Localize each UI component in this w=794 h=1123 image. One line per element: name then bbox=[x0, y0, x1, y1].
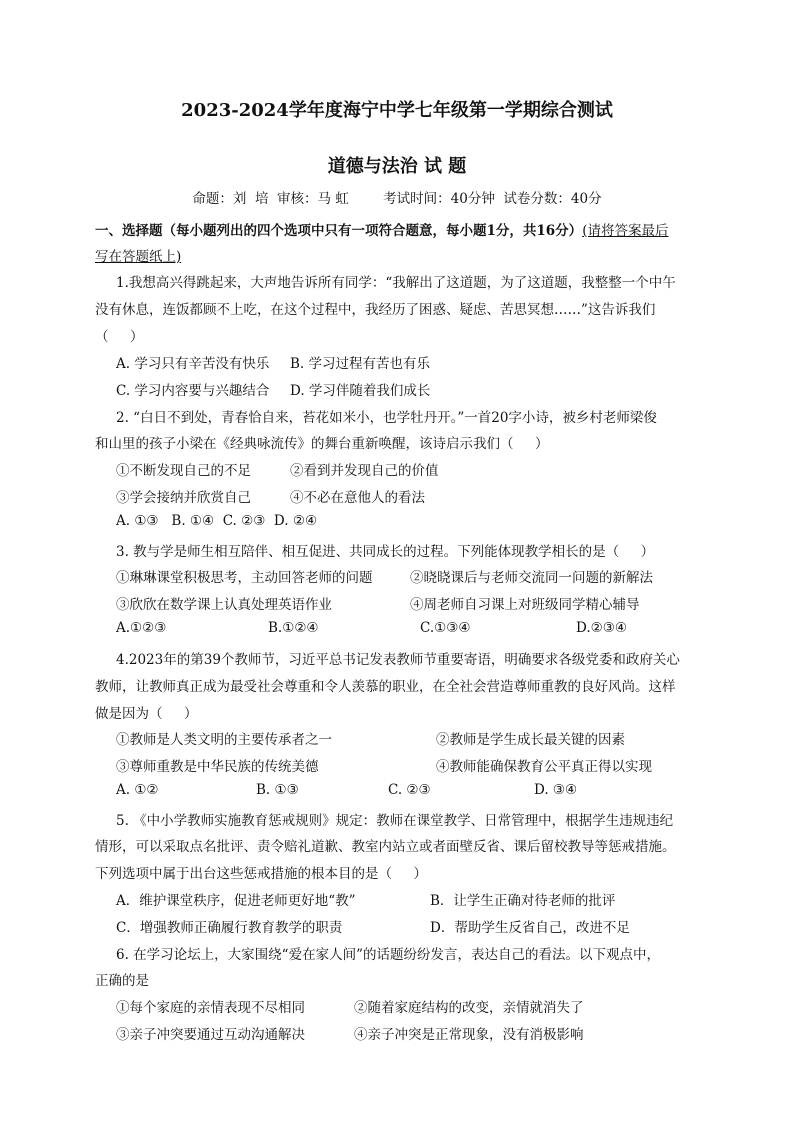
q3-choice-2: ②晓晓课后与老师交流同一问题的新解法 bbox=[410, 570, 653, 586]
q1-stem-2: 没有休息，连饭都顾不上吃，在这个过程中，我经历了困惑、疑虑、苦思冥想……”这告诉我们 bbox=[95, 302, 656, 318]
section-1-head: 一、选择题（每小题列出的四个选项中只有一项符合题意，每小题1分，共16分） bbox=[95, 223, 583, 239]
q4-option-a: A. ①② bbox=[116, 782, 159, 798]
q3-choice-4: ④周老师自习课上对班级同学精心辅导 bbox=[410, 597, 640, 613]
q1-stem-1: 1.我想高兴得跳起来，大声地告诉所有同学：“我解出了这道题，为了这道题，我整整一个中午 bbox=[116, 275, 676, 291]
q5-option-c: C．增强教师正确履行教育教学的职责 bbox=[116, 920, 343, 936]
q1-option-c: C. 学习内容要与兴趣结合 bbox=[116, 383, 270, 399]
q3-stem-1: 3. 教与学是师生相互陪伴、相互促进、共同成长的过程。下列能体现教学相长的是（ ） bbox=[116, 544, 655, 560]
section-1-note-cont: 写在答题纸上) bbox=[95, 249, 182, 265]
q6-choice-2: ②随着家庭结构的改变，亲情就消失了 bbox=[354, 1000, 584, 1016]
section-1-heading bbox=[95, 219, 668, 239]
q2-choice-2: ②看到并发现自己的价值 bbox=[290, 463, 439, 479]
q4-choice-2: ②教师是学生成长最关键的因素 bbox=[436, 732, 625, 748]
q6-choice-1: ①每个家庭的亲情表现不尽相同 bbox=[116, 1000, 305, 1016]
q4-stem-2: 教师，让教师真正成为最受社会尊重和令人羡慕的职业，在全社会营造尊师重教的良好风尚。这样 bbox=[95, 679, 676, 695]
q3-option-b: B.①②④ bbox=[268, 620, 319, 636]
q4-stem-1: 4.2023年的第39个教师节，习近平总书记发表教师节重要寄语，明确要求各级党委和政府关心 bbox=[116, 652, 680, 668]
exam-meta: 命题：刘 培 审核：马 虹 考试时间：40分钟 试卷分数：40分 bbox=[192, 191, 602, 207]
q5-stem-3: 下列选项中属于出台这些惩戒措施的根本目的是（ ） bbox=[95, 866, 427, 882]
q6-choice-4: ④亲子冲突是正常现象，没有消极影响 bbox=[354, 1027, 584, 1043]
subject-title: 道德与法治 试 题 bbox=[327, 156, 467, 177]
section-1-note: (请将答案最后 bbox=[582, 223, 669, 239]
q1-option-d: D. 学习伴随着我们成长 bbox=[290, 383, 431, 399]
q6-choice-3: ③亲子冲突要通过互动沟通解决 bbox=[116, 1027, 305, 1043]
q3-option-c: C.①③④ bbox=[420, 620, 471, 636]
q4-stem-3: 做是因为（ ） bbox=[95, 706, 198, 722]
exam-title: 2023-2024学年度海宁中学七年级第一学期综合测试 bbox=[181, 100, 613, 121]
q4-choice-1: ①教师是人类文明的主要传承者之一 bbox=[116, 732, 332, 748]
q2-choice-3: ③学会接纳并欣赏自己 bbox=[116, 490, 251, 506]
q2-stem-2: 和山里的孩子小梁在《经典咏流传》的舞台重新唤醒，该诗启示我们（ ） bbox=[95, 436, 549, 452]
q5-option-a: A．维护课堂秩序，促进老师更好地“教” bbox=[116, 893, 356, 909]
q3-option-a: A.①②③ bbox=[116, 620, 167, 636]
q5-option-d: D．帮助学生反省自己，改进不足 bbox=[430, 920, 630, 936]
q1-option-a: A. 学习只有辛苦没有快乐 bbox=[116, 356, 270, 372]
q4-choice-4: ④教师能确保教育公平真正得以实现 bbox=[436, 759, 652, 775]
q6-stem-1: 6. 在学习论坛上，大家围绕“爱在家人间”的话题纷纷发言，表达自己的看法。以下观点中， bbox=[116, 947, 660, 963]
q5-stem-2: 情形，可以采取点名批评、责令赔礼道歉、教室内站立或者面壁反省、课后留校教导等惩戒措施。 bbox=[95, 839, 676, 855]
q4-choice-3: ③尊师重教是中华民族的传统美德 bbox=[116, 759, 319, 775]
q2-choice-4: ④不必在意他人的看法 bbox=[290, 490, 425, 506]
q2-stem-1: 2. “白日不到处，青春恰自来，苔花如米小，也学牡丹开。”一首20字小诗，被乡村老师梁俊 bbox=[116, 410, 657, 426]
q6-stem-2: 正确的是 bbox=[95, 973, 149, 989]
q3-option-d: D.②③④ bbox=[576, 620, 627, 636]
q4-option-c: C. ②③ bbox=[388, 782, 431, 798]
q4-option-d: D. ③④ bbox=[534, 782, 578, 798]
q5-option-b: B．让学生正确对待老师的批评 bbox=[430, 893, 616, 909]
q5-stem-1: 5. 《中小学教师实施教育惩戒规则》规定：教师在课堂教学、日常管理中，根据学生违规违纪 bbox=[116, 813, 674, 829]
q3-choice-3: ③欣欣在数学课上认真处理英语作业 bbox=[116, 597, 332, 613]
q2-choice-1: ①不断发现自己的不足 bbox=[116, 463, 251, 479]
q4-option-b: B. ①③ bbox=[256, 782, 299, 798]
q1-option-b: B. 学习过程有苦也有乐 bbox=[290, 356, 431, 372]
q3-choice-1: ①琳琳课堂积极思考，主动回答老师的问题 bbox=[116, 570, 373, 586]
q2-options: A. ①③ B. ①④ C. ②③ D. ②④ bbox=[116, 513, 318, 529]
q1-stem-3: （ ） bbox=[95, 329, 144, 345]
